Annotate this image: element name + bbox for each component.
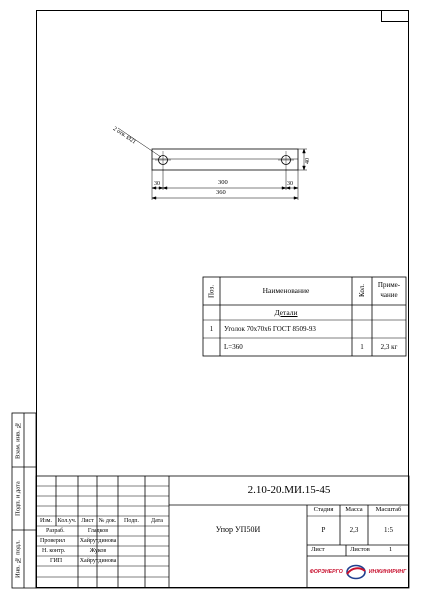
side-inv-no-orig: Инв. № подл. [14,540,22,578]
hole-centerlines [155,151,294,169]
spec-row1-name: Уголок 70х70х6 ГОСТ 8509-93 [224,325,316,333]
scale-value: 1:5 [384,526,393,534]
role-norm-control: Н. контр. [42,548,66,554]
logo-left-text: ФОРЭНЕРГО [309,569,343,575]
company-logo [309,560,407,584]
spec-row1-qty [352,320,372,338]
spec-row2-qty: 1 [360,342,364,351]
angle-profile-outline [152,149,298,170]
name-checker: Хайрутдинова [79,538,117,544]
col-izm: Изм. [40,518,52,524]
dim-total-length-label: 360 [216,189,226,196]
col-kol-uch: Кол.уч. [57,518,77,524]
mass-label: Масса [345,506,363,514]
col-list: Лист [81,518,94,524]
sheet-label: Лист [311,546,325,553]
spec-header-qty: Кол. [358,284,366,298]
col-date: Дата [151,518,163,524]
spec-row2-name: L=360 [224,343,243,351]
logo-swoosh-icon [345,564,367,580]
stage-value: Р [321,526,326,534]
part-drawing [118,128,307,200]
side-inv-no-repl: Взам. инв. № [14,421,22,459]
dim-height-label: 40 [305,158,311,164]
sheets-label: Листов [350,546,370,553]
role-developer: Разраб. [46,528,65,534]
logo-right-text: ИНЖИНИРИНГ [368,569,407,575]
spec-row2-pos [203,338,220,356]
sheets-value: 1 [389,546,393,553]
role-chief-engineer: ГИП [50,558,63,564]
col-sign: Подп. [124,518,139,524]
name-norm-control: Жуков [89,548,107,554]
spec-header-name: Наименование [262,286,310,296]
name-chief-engineer: Хайрутдинова [79,558,117,564]
holes-callout: 2 отв. Ø21 [111,126,137,146]
side-sign-date: Подп. и дата [14,481,22,516]
dim-left-edge-label: 30 [154,181,160,187]
spec-header-note-line1: Приме- [377,281,401,289]
col-doc-no: № док. [98,518,117,524]
total-dimension [152,197,298,200]
name-developer: Гладков [87,528,109,534]
stage-label: Стадия [313,506,334,514]
spec-row1-note [372,320,406,338]
spec-section-title: Детали [274,307,298,317]
spec-row2-note: 2,3 кг [380,342,398,351]
role-checker: Проверил [40,538,65,544]
mass-value: 2,3 [349,526,359,534]
scale-label: Масштаб [375,506,402,514]
spec-header-pos: Поз. [207,284,216,298]
dim-right-edge-label: 30 [287,181,293,187]
spec-row1-pos: 1 [209,324,214,333]
spec-header-note-line2: чание [380,291,398,299]
doc-designation: 2.10-20.МИ.15-45 [247,484,331,496]
dim-between-holes-label: 300 [218,179,228,186]
item-name: Упор УП50И [215,525,261,534]
